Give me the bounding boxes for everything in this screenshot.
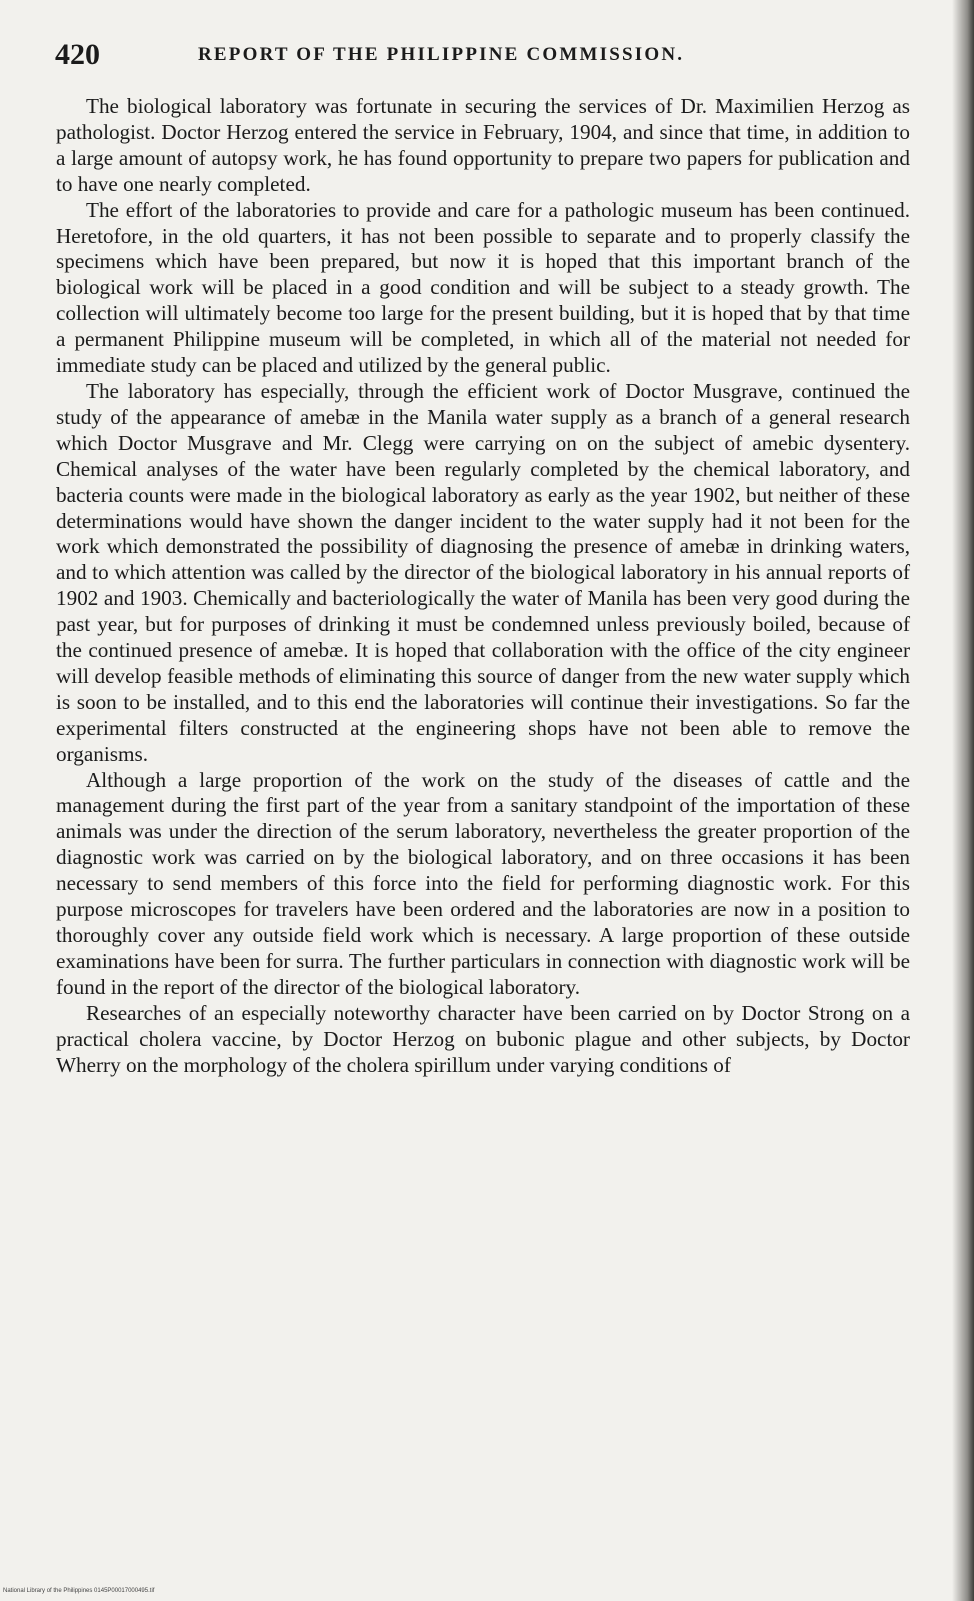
running-head: REPORT OF THE PHILIPPINE COMMISSION. bbox=[198, 44, 685, 65]
page-edge-shadow bbox=[952, 0, 974, 1601]
page-header bbox=[55, 38, 915, 78]
paragraph-herzog: The biological laboratory was fortunate in securing the services of Dr. Maximilien Herzog as pathologist. Doctor Herzog entered the service in February, 1904, and since that time, in addition to a large amount of autopsy work, he has found opportunity to prepare two papers for publication and to have one nearly completed. bbox=[56, 94, 910, 196]
page-number: 420 bbox=[55, 38, 100, 71]
paragraph-pathologic-museum: The effort of the laboratories to provide and care for a pathologic museum has been continued. Heretofore, in the old quarters, it has not been possible to separate and to properly classify the specimens which have been prepared, but now it is hoped that this important branch of the biological work will be placed in a good condition and will be subject to a steady growth. The collection will ultimately become too large for the present building, but it is hoped that by that time a permanent Philippine museum will be completed, in which all of the material not needed for immediate study can be placed and utilized by the general public. bbox=[56, 197, 910, 378]
archive-footer-note: National Library of the Philippines 0145P00017000495.tif bbox=[3, 1588, 155, 1594]
paragraph-water-supply: The laboratory has especially, through the efficient work of Doctor Musgrave, continued the study of the appearance of amebæ in the Manila water supply as a branch of a general research which Doctor Musgrave and Mr. Clegg were carrying on on the subject of amebic dysentery. Chemical analyses of the water have been regularly completed by the chemical laboratory, and bacteria counts were made in the biological laboratory as early as the year 1902, but neither of these determinations would have shown the danger incident to the water supply had it not been for the work which demonstrated the possibility of diagnosing the presence of amebæ in drinking waters, and to which attention was called by the director of the biological laboratory in his annual reports of 1902 and 1903. Chemically and bacteriologically the water of Manila has been very good during the past year, but for purposes of drinking it must be condemned unless previously boiled, because of the continued presence of amebæ. It is hoped that collaboration with the office of the city engineer will develop feasible methods of eliminating this source of danger from the new water supply which is soon to be installed, and to this end the laboratories will continue their investigations. So far the experimental filters constructed at the engineering shops have not been able to remove the organisms. bbox=[56, 378, 910, 766]
body-text bbox=[56, 94, 910, 1078]
paragraph-cattle-diseases: Although a large proportion of the work on the study of the diseases of cattle and the management during the first part of the year from a sanitary standpoint of the importation of these animals was under the direction of the serum laboratory, nevertheless the greater proportion of the diagnostic work was carried on by the biological laboratory, and on three occasions it has been necessary to send members of this force into the field for performing diagnostic work. For this purpose microscopes for travelers have been ordered and the laboratories are now in a position to thoroughly cover any outside field work which is necessary. A large proportion of these outside examinations have been for surra. The further particulars in connection with diagnostic work will be found in the report of the director of the biological laboratory. bbox=[56, 767, 910, 999]
paragraph-researches: Researches of an especially noteworthy character have been carried on by Doctor Strong on a practical cholera vaccine, by Doctor Herzog on bubonic plague and other subjects, by Doctor Wherry on the morphology of the cholera spirillum under varying conditions of bbox=[56, 1000, 910, 1077]
